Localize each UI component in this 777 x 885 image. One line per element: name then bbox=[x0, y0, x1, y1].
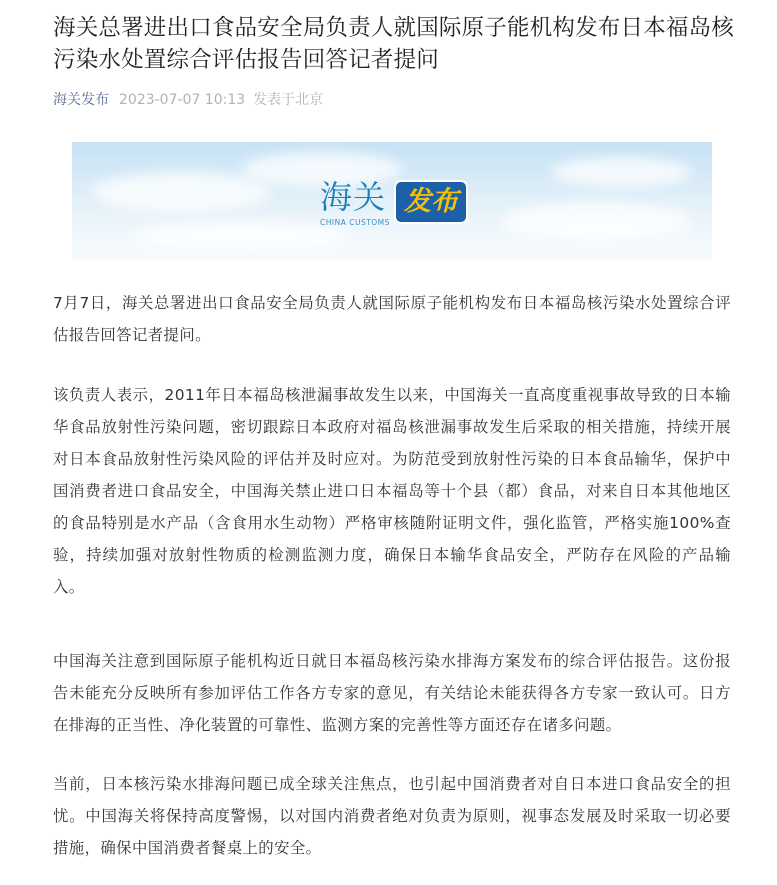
article-paragraph: 7月7日，海关总署进出口食品安全局负责人就国际原子能机构发布日本福岛核污染水处置综合评估报告回答记者提问。 bbox=[53, 294, 731, 344]
cloud-decoration bbox=[132, 222, 352, 252]
cloud-decoration bbox=[502, 202, 692, 242]
publish-location: 发表于北京 bbox=[253, 92, 324, 108]
article-paragraph: 该负责人表示，2011年日本福岛核泄漏事故发生以来，中国海关一直高度重视事故导致的日本输华食品放射性污染问题，密切跟踪日本政府对福岛核泄漏事故发生后采取的相关措施，持续开展对日本食品放射性污染风险的评估并及时应对。为防范受到放射性污染的日本食品输华，保护中国消费者进口食品安全，中国海关禁止进口日本福岛等十个县（都）食品，对来自日本其他地区的食品特别是水产品（含食用水生动物）严格审核随附证明文件，强化监管，严格实施100%查验，持续加强对放射性物质的检测监测力度，确保日本输华食品安全，严防存在风险的产品输入。 bbox=[53, 386, 731, 596]
cover-banner-image bbox=[72, 142, 712, 261]
customs-logo bbox=[320, 178, 480, 230]
article-paragraph: 当前，日本核污染水排海问题已成全球关注焦点，也引起中国消费者对自日本进口食品安全的担忧。中国海关将保持高度警惕，以对国内消费者绝对负责为原则，视事态发展及时采取一切必要措施，确保中国消费者餐桌上的安全。 bbox=[53, 775, 731, 857]
logo-left-text: 海关 bbox=[320, 178, 387, 216]
article-title: 海关总署进出口食品安全局负责人就国际原子能机构发布日本福岛核污染水处置综合评估报告回答记者提问 bbox=[53, 15, 735, 73]
cloud-decoration bbox=[92, 172, 272, 212]
logo-badge bbox=[394, 180, 468, 224]
article-paragraph: 中国海关注意到国际原子能机构近日就日本福岛核污染水排海方案发布的综合评估报告。这份报告未能充分反映所有参加评估工作各方专家的意见，有关结论未能获得各方专家一致认可。日方在排海的正当性、净化装置的可靠性、监测方案的完善性等方面还存在诸多问题。 bbox=[53, 652, 731, 734]
account-name-link[interactable]: 海关发布 bbox=[53, 92, 109, 108]
logo-subtitle: CHINA CUSTOMS bbox=[320, 218, 390, 227]
article-meta bbox=[53, 90, 323, 110]
cloud-decoration bbox=[552, 157, 692, 187]
publish-date: 2023-07-07 10:13 bbox=[119, 92, 246, 108]
logo-badge-text: 发布 bbox=[404, 186, 458, 217]
